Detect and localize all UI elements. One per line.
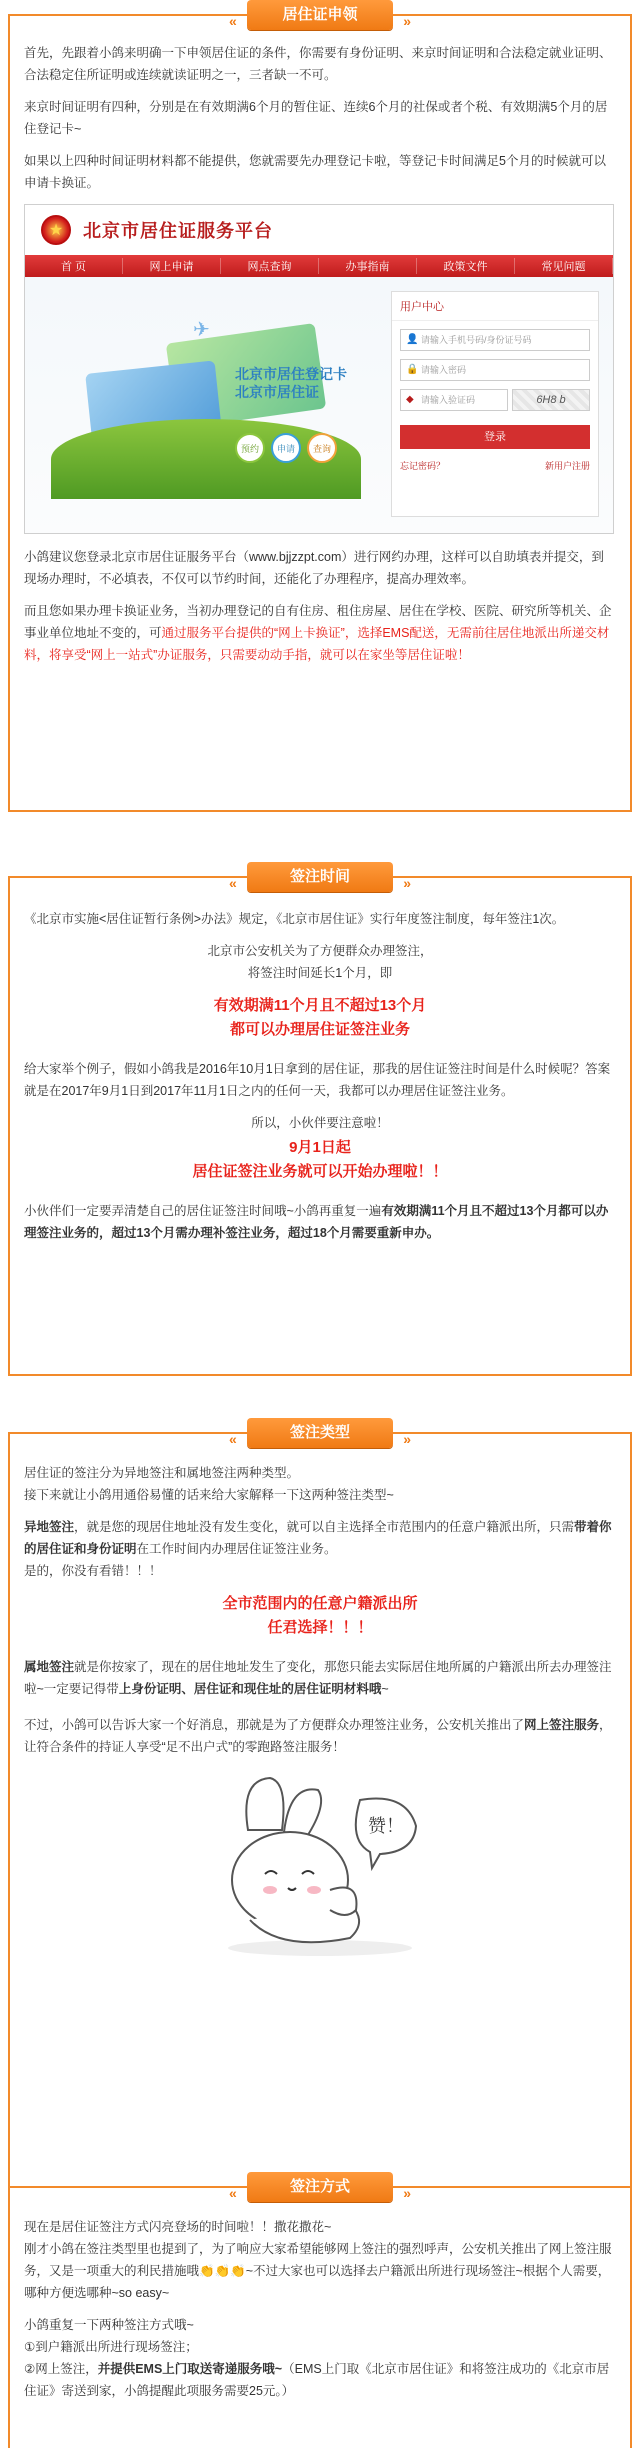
type-local-term: 属地签注 (24, 1660, 75, 1674)
tab-endorse-type-label: 签注类型 (289, 1424, 350, 1441)
chevron-left-icon: « (229, 13, 237, 29)
time-para-2b: 将签注时间延长1个月，即 (247, 966, 393, 980)
type-para-5 (24, 1656, 616, 1700)
card-caption-line-2: 北京市居住证 (235, 384, 319, 400)
tab-endorse-time (229, 862, 411, 892)
time-para-5 (24, 1200, 616, 1244)
type-remote-term: 异地签注 (24, 1520, 75, 1534)
method-para-5-bold: 并提供EMS上门取送寄递服务哦~ (97, 2362, 283, 2376)
login-panel (391, 291, 599, 517)
type-para-6-text: 不过，小鸽可以告诉大家一个好消息，那就是为了方便群众办理签注业务，公安机关推出了 (24, 1718, 525, 1732)
tab-endorse-method (229, 2172, 411, 2202)
time-para-3: 给大家举个例子，假如小鸽我是2016年10月1日拿到的居住证，那我的居住证签注时间是什么时候呢？答案就是在2017年9月1日到2017年11月1日之内的任何一天，我都可以办理居住证签注业务。 (24, 1062, 611, 1098)
method-para-3: 小鸽重复一下两种签注方式哦~ (24, 2318, 194, 2332)
type-para-5-end: ~ (381, 1682, 389, 1696)
method-para-4: ①到户籍派出所进行现场签注； (24, 2340, 198, 2354)
section-endorse-method (8, 2186, 632, 2448)
type-para-5-bold: 上身份证明、居住证和现住址的居住证明材料哦 (118, 1682, 382, 1696)
type-para-6-end: ，让符合条件的持证人享受“足不出户式”的零跑路签注服务！ (24, 1718, 612, 1754)
card-caption (235, 365, 347, 401)
section-endorse-type (8, 1432, 632, 2192)
section-endorse-time-body (24, 908, 616, 1254)
badge-query: 查询 (307, 433, 337, 463)
captcha-image[interactable]: 6H8 b (512, 389, 590, 411)
method-para-5-lead: ②网上签注， (24, 2362, 98, 2376)
type-para-3 (24, 1516, 616, 1560)
method-para-5-note: （EMS上门取《北京市居住证》和将签注成功的《北京市居住证》寄送到家，小鸽提醒此项服务需要25元。） (24, 2362, 610, 2398)
badge-appointment: 预约 (235, 433, 265, 463)
type-para-4: 是的，你没有看错！！！ (24, 1564, 162, 1578)
time-highlight-2: 都可以办理居住证签注业务 (229, 1021, 410, 1038)
type-para-6-bold: 网上签注服务 (524, 1718, 600, 1732)
chevron-right-icon: » (403, 1431, 411, 1447)
time-para-1: 《北京市实施<居住证暂行条例>办法》规定，《北京市居住证》实行年度签注制度，每年签注1次。 (24, 912, 565, 926)
section-endorse-time (8, 876, 632, 1376)
time-highlight-4: 居住证签注业务就可以开始办理啦！！ (192, 1163, 448, 1180)
time-para-2a: 北京市公安机关为了方便群众办理签注， (207, 944, 433, 958)
portal-banner (25, 277, 613, 534)
type-para-2: 接下来就让小鸽用通俗易懂的话来给大家解释一下这两种签注类型~ (24, 1488, 394, 1502)
time-para-4: 所以，小伙伴要注意啦！ (251, 1116, 389, 1130)
time-highlight-1: 有效期满11个月且不超过13个月 (213, 997, 427, 1014)
username-field[interactable] (400, 329, 590, 351)
password-field[interactable] (400, 359, 590, 381)
type-highlight-2: 任君选择！！！ (267, 1619, 373, 1636)
badge-apply: 申请 (271, 433, 301, 463)
login-links (400, 459, 590, 472)
register-link[interactable]: 新用户注册 (544, 461, 590, 471)
section-apply-body (24, 42, 616, 676)
type-para-3-bold: 带着你的居住证和身份证明 (24, 1520, 612, 1556)
type-para-1: 居住证的签注分为异地签注和属地签注两种类型。 (24, 1466, 300, 1480)
username-placeholder: 请输入手机号码/身份证号码 (421, 335, 532, 345)
tab-endorse-method-label: 签注方式 (289, 2178, 350, 2195)
apply-para-4: 小鸽建议您登录北京市居住证服务平台（www.bjjzzpt.com）进行网约办理，这样可以自助填表并提交，到现场办理时，不必填表，不仅可以节约时间，还能化了办理程序，提高办理效率。 (24, 550, 604, 586)
method-para-5 (24, 2358, 616, 2402)
chevron-right-icon: » (403, 2185, 411, 2201)
chevron-left-icon: « (229, 1431, 237, 1447)
type-para-6 (24, 1714, 616, 1758)
section-endorse-type-body (24, 1462, 616, 1960)
method-para-2: 刚才小鸽在签注类型里也提到了，为了响应大家希望能够网上签注的强烈呼声，公安机关推出了网上签注服务，又是一项重大的利民措施哦👏👏👏~不过大家也可以选择去户籍派出所进行现场签注~根据个人需要，哪种方便选哪种~so easy~ (24, 2242, 612, 2300)
apply-para-5 (24, 600, 616, 666)
portal-nav-policy[interactable]: 政策文件 (417, 258, 515, 274)
type-para-5-text: 就是你按家了，现在的居住地址发生了变化，那您只能去实际居住地所属的户籍派出所去办理签注啦~一定要记得带 (24, 1660, 612, 1696)
type-highlight-1: 全市范围内的任意户籍派出所 (222, 1595, 418, 1612)
airplane-icon: ✈ (193, 319, 210, 341)
apply-para-3: 如果以上四种时间证明材料都不能提供，您就需要先办理登记卡啦，等登记卡时间满足5个月的时候就可以申请卡换证。 (24, 154, 606, 190)
user-icon: 👤 (406, 334, 419, 345)
tab-apply-label: 居住证申领 (282, 6, 358, 23)
portal-title: 北京市居住证服务平台 (83, 221, 273, 241)
portal-nav-query[interactable]: 网点查询 (221, 258, 319, 274)
captcha-placeholder: 请输入验证码 (421, 395, 476, 405)
login-button[interactable]: 登录 (400, 425, 590, 449)
captcha-field[interactable] (400, 389, 508, 411)
lock-icon: 🔒 (406, 364, 419, 375)
chevron-right-icon: » (403, 13, 411, 29)
chevron-right-icon: » (403, 875, 411, 891)
national-emblem-icon: ★ (41, 215, 71, 245)
apply-para-1: 首先，先跟着小鸽来明确一下申领居住证的条件，你需要有身份证明、来京时间证明和合法稳定就业证明、合法稳定住所证明或连续就读证明之一，三者缺一不可。 (24, 46, 612, 82)
portal-nav-apply[interactable]: 网上申请 (123, 258, 221, 274)
time-highlight-3: 9月1日起 (289, 1139, 351, 1156)
portal-screenshot (24, 204, 614, 534)
bunny-illustration (210, 1770, 430, 1960)
tab-endorse-type (229, 1418, 411, 1448)
login-title: 用户中心 (392, 292, 598, 321)
portal-header (25, 205, 613, 255)
section-endorse-method-body (24, 2216, 616, 2412)
section-apply (8, 14, 632, 812)
method-para-1: 现在是居住证签注方式闪亮登场的时间啦！！撒花撒花~ (24, 2220, 332, 2234)
forgot-password-link[interactable]: 忘记密码？ (400, 461, 446, 471)
captcha-row (400, 389, 590, 411)
tab-endorse-time-label: 签注时间 (289, 868, 350, 885)
apply-para-2: 来京时间证明有四种，分别是在有效期满6个月的暂住证、连续6个月的社保或者个税、有效期满5个月的居住登记卡~ (24, 100, 608, 136)
apply-para-5-highlight: 通过服务平台提供的“网上卡换证”，选择EMS配送，无需前往居住地派出所递交材料，将享受“网上一站式”办证服务，只需要动动手指，就可以在家坐等居住证啦！ (24, 626, 610, 662)
portal-nav-home[interactable]: 首 页 (25, 258, 123, 274)
chevron-left-icon: « (229, 875, 237, 891)
shield-icon: ◆ (406, 394, 414, 405)
bunny-speech-text: 赞！ (368, 1816, 404, 1837)
type-para-3-end: 在工作时间内办理居住证签注业务。 (136, 1542, 337, 1556)
time-para-5-bold: 有效期满11个月且不超过13个月都可以办理签注业务的，超过13个月需办理补签注业务，超过18个月需要重新申办。 (24, 1204, 609, 1240)
password-placeholder: 请输入密码 (421, 365, 467, 375)
time-para-5-normal: 小伙伴们一定要弄清楚自己的居住证签注时间哦~小鸽再重复一遍 (24, 1204, 382, 1218)
portal-nav-faq[interactable]: 常见问题 (515, 258, 613, 274)
chevron-left-icon: « (229, 2185, 237, 2201)
bunny-drawing (210, 1770, 430, 1960)
tab-apply (229, 0, 411, 30)
type-para-3-text: ，就是您的现居住地址没有发生变化，就可以自主选择全市范围内的任意户籍派出所，只需 (74, 1520, 575, 1534)
card-caption-line-1: 北京市居住登记卡 (235, 366, 347, 382)
portal-nav-guide[interactable]: 办事指南 (319, 258, 417, 274)
portal-nav (25, 255, 613, 277)
apply-para-5-normal: 而且您如果办理卡换证业务，当初办理登记的自有住房、租住房屋、居住在学校、医院、研究所等机关、企事业单位地址不变的，可 (24, 604, 612, 640)
